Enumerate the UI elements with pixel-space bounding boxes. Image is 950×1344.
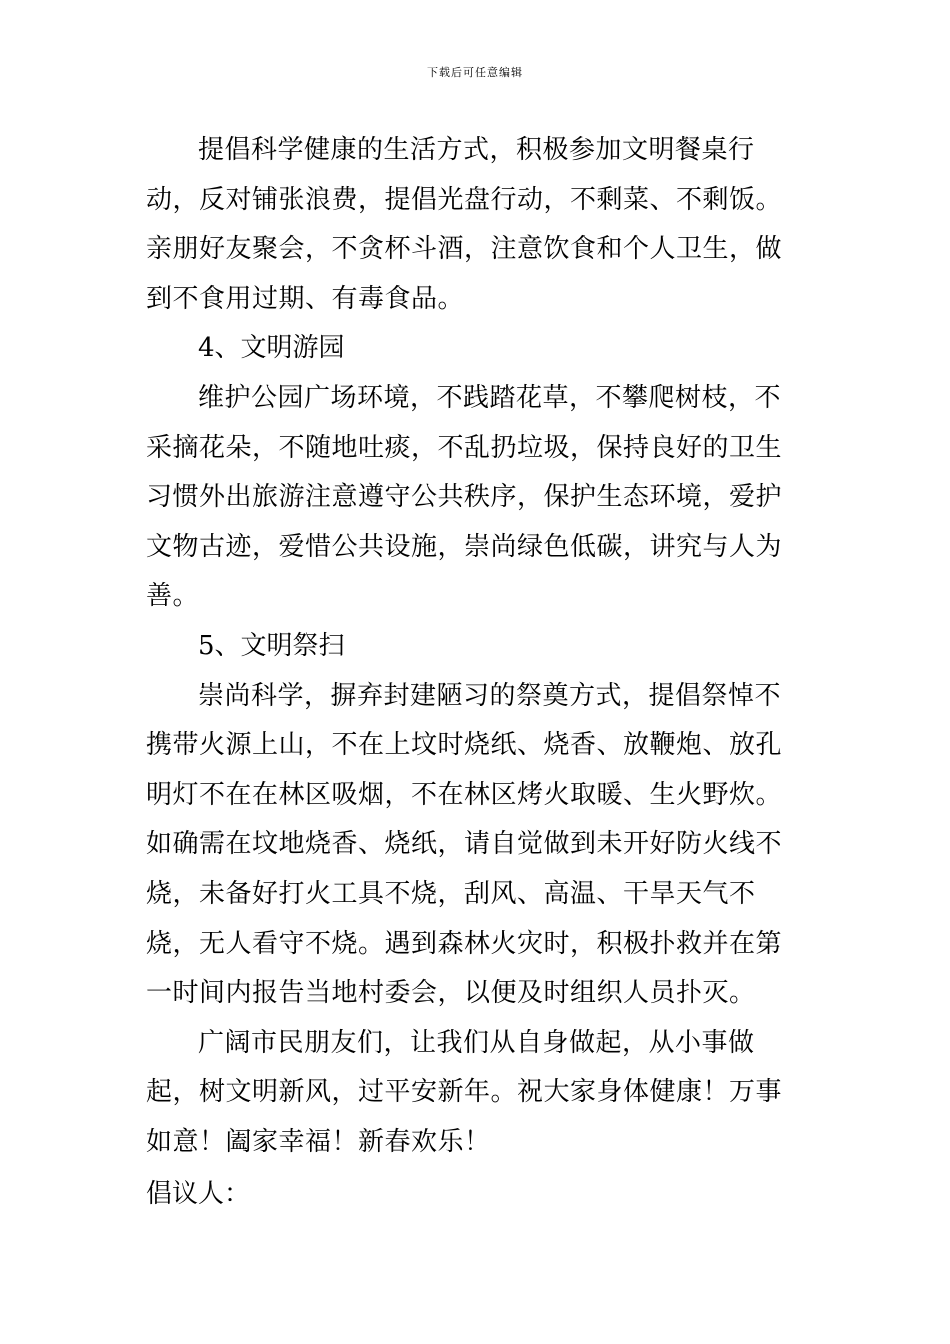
- section-heading-tomb-sweeping: 5、文明祭扫: [198, 630, 345, 661]
- paragraph-civilized-tomb-sweeping: 崇尚科学，摒弃封建陋习的祭奠方式，提倡祭悼不携带火源上山，不在上坟时烧纸、烧香、放鞭炮、放孔明灯不在在林区吸烟，不在林区烤火取暖、生火野炊。如确需在坟地烧香、烧纸，请自觉做到未开好防火线不烧，未备好打火工具不烧，刮风、高温、干旱天气不烧，无人看守不烧。遇到森林火灾时，积极扑救并在第一时间内报告当地村委会，以便及时组织人员扑灭。: [146, 680, 783, 1009]
- document-body: [146, 126, 806, 1167]
- paragraph-civilized-park: 维护公园广场环境，不践踏花草，不攀爬树枝，不采摘花朵，不随地吐痰，不乱扔垃圾，保持良好的卫生习惯外出旅游注意遵守公共秩序，保护生态环境，爱护文物古迹，爱惜公共设施，崇尚绿色低碳，讲究与人为善。: [146, 382, 783, 612]
- section-heading-park: 4、文明游园: [198, 333, 345, 364]
- paragraph-civilized-dining: 提倡科学健康的生活方式，积极参加文明餐桌行动，反对铺张浪费，提倡光盘行动，不剩菜、不剩饭。亲朋好友聚会，不贪杯斗酒，注意饮食和个人卫生，做到不食用过期、有毒食品。: [146, 135, 783, 314]
- signature-label: 倡议人：: [146, 1179, 251, 1209]
- page-header: 下载后可任意编辑: [427, 66, 523, 79]
- closing-paragraph: 广阔市民朋友们，让我们从自身做起，从小事做起，树文明新风，过平安新年。祝大家身体健康！万事如意！阖家幸福！新春欢乐！: [146, 1027, 783, 1157]
